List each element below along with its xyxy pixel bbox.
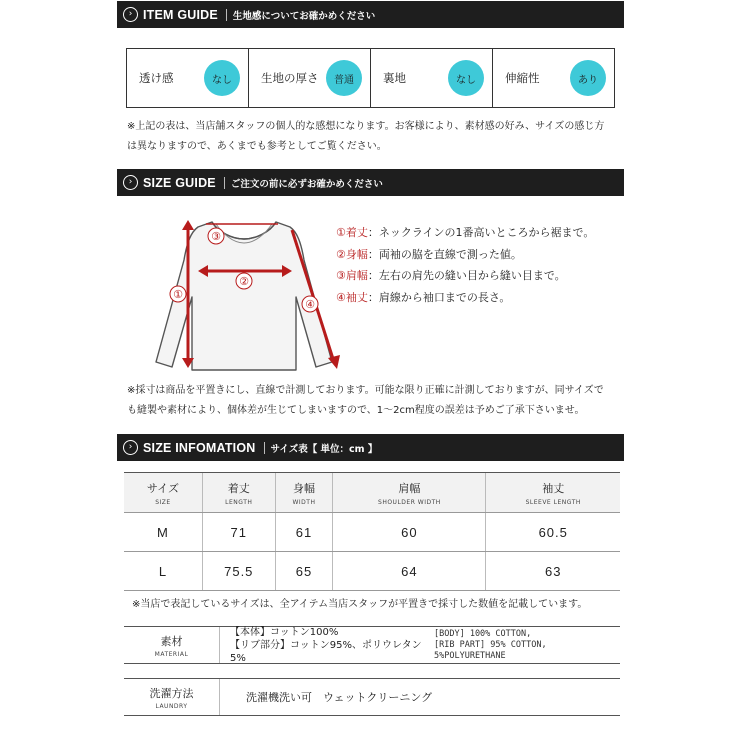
divider — [264, 442, 265, 454]
laundry-label: 洗濯方法 — [149, 686, 194, 700]
legend-item — [336, 222, 594, 244]
table-row — [124, 513, 620, 552]
guide-cell-lining — [371, 49, 493, 107]
material-line: 【リブ部分】コットン95%、ポリウレタン5% — [230, 639, 422, 664]
material-line: [BODY] 100% COTTON, — [434, 628, 532, 639]
laundry-header — [124, 679, 220, 715]
marker-1: ① — [173, 288, 183, 301]
material-line: 【本体】コットン100% — [230, 626, 339, 638]
legend-desc: ：ネックラインの1番高いところから裾まで。 — [367, 226, 595, 239]
material-jp — [220, 626, 434, 665]
chevron-right-icon: › — [123, 440, 138, 455]
material-en — [434, 629, 547, 662]
table-cell: 61 — [275, 513, 333, 552]
guide-label: 透け感 — [139, 71, 174, 85]
table-cell: 65 — [275, 552, 333, 591]
guide-value-badge: なし — [204, 60, 240, 96]
size-guide-subtitle: ご注文の前に必ずお確かめください — [230, 178, 383, 190]
legend-desc: ：両袖の脇を直線で測った値。 — [367, 247, 522, 261]
divider — [224, 177, 225, 189]
legend-term: 肩幅 — [345, 269, 368, 282]
laundry-value: 洗濯機洗い可 ウェットクリーニング — [246, 691, 433, 704]
legend-num: ① — [336, 226, 346, 239]
col-length — [202, 473, 275, 513]
size-info-note: ※当店で表記しているサイズは、全アイテム当店スタッフが平置きで採寸した数値を記載しています。 — [132, 599, 588, 610]
material-label-en: MATERIAL — [154, 650, 189, 658]
table-cell: 60.5 — [486, 513, 620, 552]
size-guide-header — [117, 169, 624, 196]
col-label-en: LENGTH — [225, 498, 253, 506]
col-label-en: SIZE — [155, 498, 171, 506]
col-label: 肩幅 — [398, 481, 421, 495]
table-cell: L — [124, 552, 202, 591]
col-shoulder — [333, 473, 486, 513]
col-label-en: SHOULDER WIDTH — [378, 498, 441, 506]
legend-item — [336, 265, 594, 287]
legend-term: 着丈 — [345, 226, 368, 239]
material-label: 素材 — [160, 634, 183, 648]
guide-label: 裏地 — [383, 71, 406, 85]
item-guide-title: ITEM GUIDE — [143, 7, 218, 22]
material-line: [RIB PART] 95% COTTON, — [434, 639, 547, 650]
laundry-row — [124, 678, 620, 716]
item-guide-note — [127, 117, 604, 157]
size-guide-title: SIZE GUIDE — [143, 175, 216, 190]
marker-2: ② — [239, 275, 249, 288]
material-line: 5%POLYURETHANE — [434, 650, 506, 661]
col-label: 袖丈 — [542, 481, 565, 495]
item-guide-subtitle: 生地感についてお確かめください — [232, 10, 376, 22]
guide-value-badge: なし — [448, 60, 484, 96]
marker-3: ③ — [211, 230, 221, 243]
guide-label: 生地の厚さ — [261, 71, 319, 85]
table-cell: M — [124, 513, 202, 552]
tshirt-diagram — [144, 212, 344, 378]
col-sleeve — [486, 473, 620, 513]
table-row — [124, 552, 620, 591]
col-label: 着丈 — [227, 481, 250, 495]
guide-value-badge: あり — [570, 60, 606, 96]
chevron-right-icon: › — [123, 7, 138, 22]
material-header — [124, 627, 220, 663]
col-size — [124, 473, 202, 513]
col-label: サイズ — [146, 481, 179, 495]
table-cell: 64 — [333, 552, 486, 591]
legend-desc: ：肩線から袖口までの長さ。 — [367, 290, 511, 304]
marker-4: ④ — [305, 298, 315, 311]
material-row — [124, 626, 620, 664]
legend-term: 身幅 — [345, 247, 368, 261]
col-width — [275, 473, 333, 513]
arrow-head — [182, 220, 194, 230]
divider — [226, 9, 227, 21]
guide-label: 伸縮性 — [505, 71, 540, 85]
note-line: ※採寸は商品を平置きにし、直線で計測しております。可能な限り正確に計測しておりますが、同サイズで — [127, 385, 604, 396]
legend-num: ② — [336, 247, 346, 261]
legend-term: 袖丈 — [345, 290, 368, 304]
size-info-subtitle: サイズ表【 単位：cm 】 — [270, 443, 378, 455]
legend-desc: ：左右の肩先の縫い目から縫い目まで。 — [367, 269, 566, 282]
note-line: ※上記の表は、当店舗スタッフの個人的な感想になります。お客様により、素材感の好み、サイズの感じ方 — [127, 121, 605, 132]
legend-num: ③ — [336, 269, 346, 282]
item-guide-header — [117, 1, 624, 28]
col-label-en: SLEEVE LENGTH — [525, 498, 581, 506]
chevron-right-icon: › — [123, 175, 138, 190]
size-info-header — [117, 434, 624, 461]
legend-item — [336, 244, 594, 266]
size-guide-note — [127, 381, 604, 421]
guide-cell-stretch — [493, 49, 614, 107]
note-line: は異なりますので、あくまでも参考としてご覧ください。 — [127, 141, 387, 152]
note-line: も縫製や素材により、個体差が生じてしまいますので、1〜2cm程度の誤差は予めご了承下さいませ。 — [127, 405, 585, 416]
legend-num: ④ — [336, 290, 346, 304]
laundry-label-en: LAUNDRY — [155, 702, 188, 710]
legend-item — [336, 287, 594, 309]
col-label: 身幅 — [292, 481, 315, 495]
table-cell: 60 — [333, 513, 486, 552]
col-label-en: WIDTH — [292, 498, 316, 506]
size-table-header — [124, 473, 620, 513]
table-cell: 75.5 — [202, 552, 275, 591]
fabric-guide-table — [126, 48, 615, 108]
table-cell: 63 — [486, 552, 620, 591]
guide-value-badge: 普通 — [326, 60, 362, 96]
guide-cell-thickness — [249, 49, 371, 107]
size-info-title: SIZE INFOMATION — [143, 440, 256, 455]
size-table — [124, 472, 620, 591]
measurement-legend — [336, 222, 594, 308]
table-cell: 71 — [202, 513, 275, 552]
guide-cell-sheerness — [127, 49, 249, 107]
